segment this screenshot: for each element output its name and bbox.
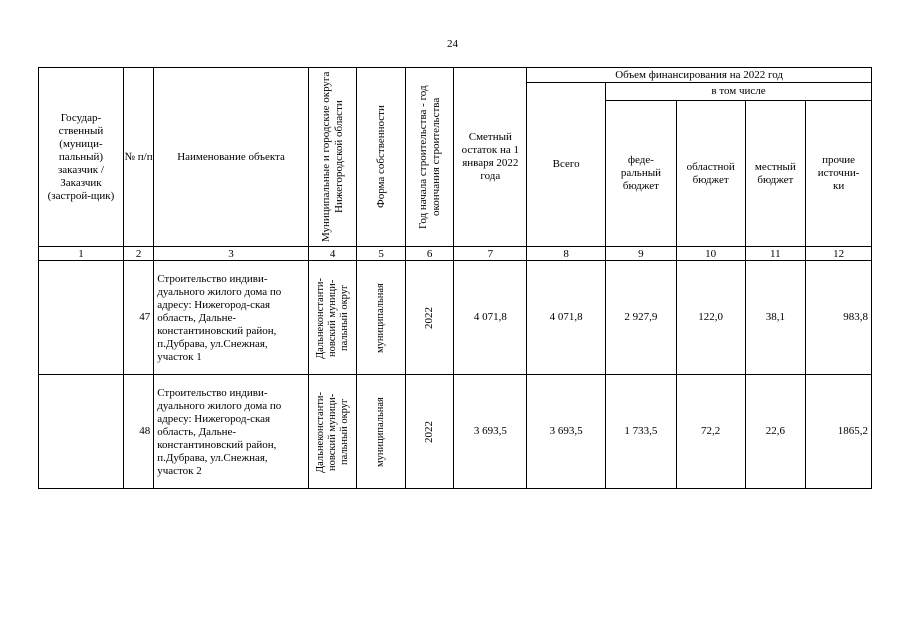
header-object-name: Наименование объекта bbox=[154, 68, 309, 247]
column-number: 8 bbox=[527, 247, 606, 261]
header-regional: областной бюджет bbox=[676, 101, 745, 247]
header-customer: Государ-ственный (муници-пальный) заказчик / Заказчик (застрой-щик) bbox=[39, 68, 124, 247]
row-federal: 2 927,9 bbox=[606, 261, 677, 375]
row-local: 38,1 bbox=[745, 261, 806, 375]
row-years: 2022 bbox=[423, 306, 436, 329]
column-number: 9 bbox=[606, 247, 677, 261]
row-regional: 122,0 bbox=[676, 261, 745, 375]
financing-table bbox=[38, 67, 872, 489]
column-number: 1 bbox=[39, 247, 124, 261]
row-ownership: муниципальная bbox=[375, 282, 387, 353]
row-ownership-cell bbox=[357, 261, 406, 375]
column-number: 5 bbox=[357, 247, 406, 261]
header-estimated-balance: Сметный остаток на 1 января 2022 года bbox=[454, 68, 527, 247]
row-regional: 72,2 bbox=[676, 375, 745, 489]
row-local: 22,6 bbox=[745, 375, 806, 489]
row-estimated-balance: 4 071,8 bbox=[454, 261, 527, 375]
column-number: 11 bbox=[745, 247, 806, 261]
row-municipality: Дальнеконстанти-новский муници-пальный округ bbox=[314, 390, 350, 473]
row-number: 47 bbox=[123, 261, 153, 375]
row-municipality-cell bbox=[308, 375, 357, 489]
header-ownership: Форма собственности bbox=[374, 105, 387, 209]
header-municipality: Муниципальные и городские округа Нижегородской области bbox=[319, 71, 345, 243]
header-including: в том числе bbox=[606, 83, 872, 101]
column-number: 12 bbox=[806, 247, 872, 261]
column-number: 4 bbox=[308, 247, 357, 261]
header-ownership-cell bbox=[357, 68, 406, 247]
row-years: 2022 bbox=[423, 420, 436, 443]
row-ownership: муниципальная bbox=[375, 396, 387, 467]
row-total: 3 693,5 bbox=[527, 375, 606, 489]
row-years-cell bbox=[405, 261, 454, 375]
header-years-cell bbox=[405, 68, 454, 247]
page-number: 24 bbox=[447, 38, 458, 50]
header-years: Год начала строительства - год окончания строительства bbox=[416, 85, 442, 229]
header-total: Всего bbox=[527, 83, 606, 247]
row-estimated-balance: 3 693,5 bbox=[454, 375, 527, 489]
row-years-cell bbox=[405, 375, 454, 489]
table-row bbox=[39, 261, 872, 375]
column-number: 7 bbox=[454, 247, 527, 261]
header-municipality-cell bbox=[308, 68, 357, 247]
row-object-name: Строительство индиви-дуального жилого дома по адресу: Нижегород-ская область, Дальне-константиновский район, п.Дубрава, ул.Снежная, участок 2 bbox=[154, 375, 309, 489]
row-customer bbox=[39, 375, 124, 489]
row-other: 1865,2 bbox=[806, 375, 872, 489]
column-number: 2 bbox=[123, 247, 153, 261]
header-financing-group: Объем финансирования на 2022 год bbox=[527, 68, 872, 83]
row-other: 983,8 bbox=[806, 261, 872, 375]
table-row bbox=[39, 375, 872, 489]
row-customer bbox=[39, 261, 124, 375]
header-other: прочие источни-ки bbox=[806, 101, 872, 247]
header-local: местный бюджет bbox=[745, 101, 806, 247]
row-municipality-cell bbox=[308, 261, 357, 375]
row-object-name: Строительство индиви-дуального жилого дома по адресу: Нижегород-ская область, Дальне-константиновский район, п.Дубрава, ул.Снежная, участок 1 bbox=[154, 261, 309, 375]
header-number: № п/п bbox=[123, 68, 153, 247]
column-number: 3 bbox=[154, 247, 309, 261]
row-total: 4 071,8 bbox=[527, 261, 606, 375]
row-municipality: Дальнеконстанти-новский муници-пальный округ bbox=[314, 276, 350, 359]
row-number: 48 bbox=[123, 375, 153, 489]
header-federal: феде-ральный бюджет bbox=[606, 101, 677, 247]
column-number: 6 bbox=[405, 247, 454, 261]
column-number: 10 bbox=[676, 247, 745, 261]
row-ownership-cell bbox=[357, 375, 406, 489]
row-federal: 1 733,5 bbox=[606, 375, 677, 489]
column-numbers-row bbox=[39, 247, 872, 261]
